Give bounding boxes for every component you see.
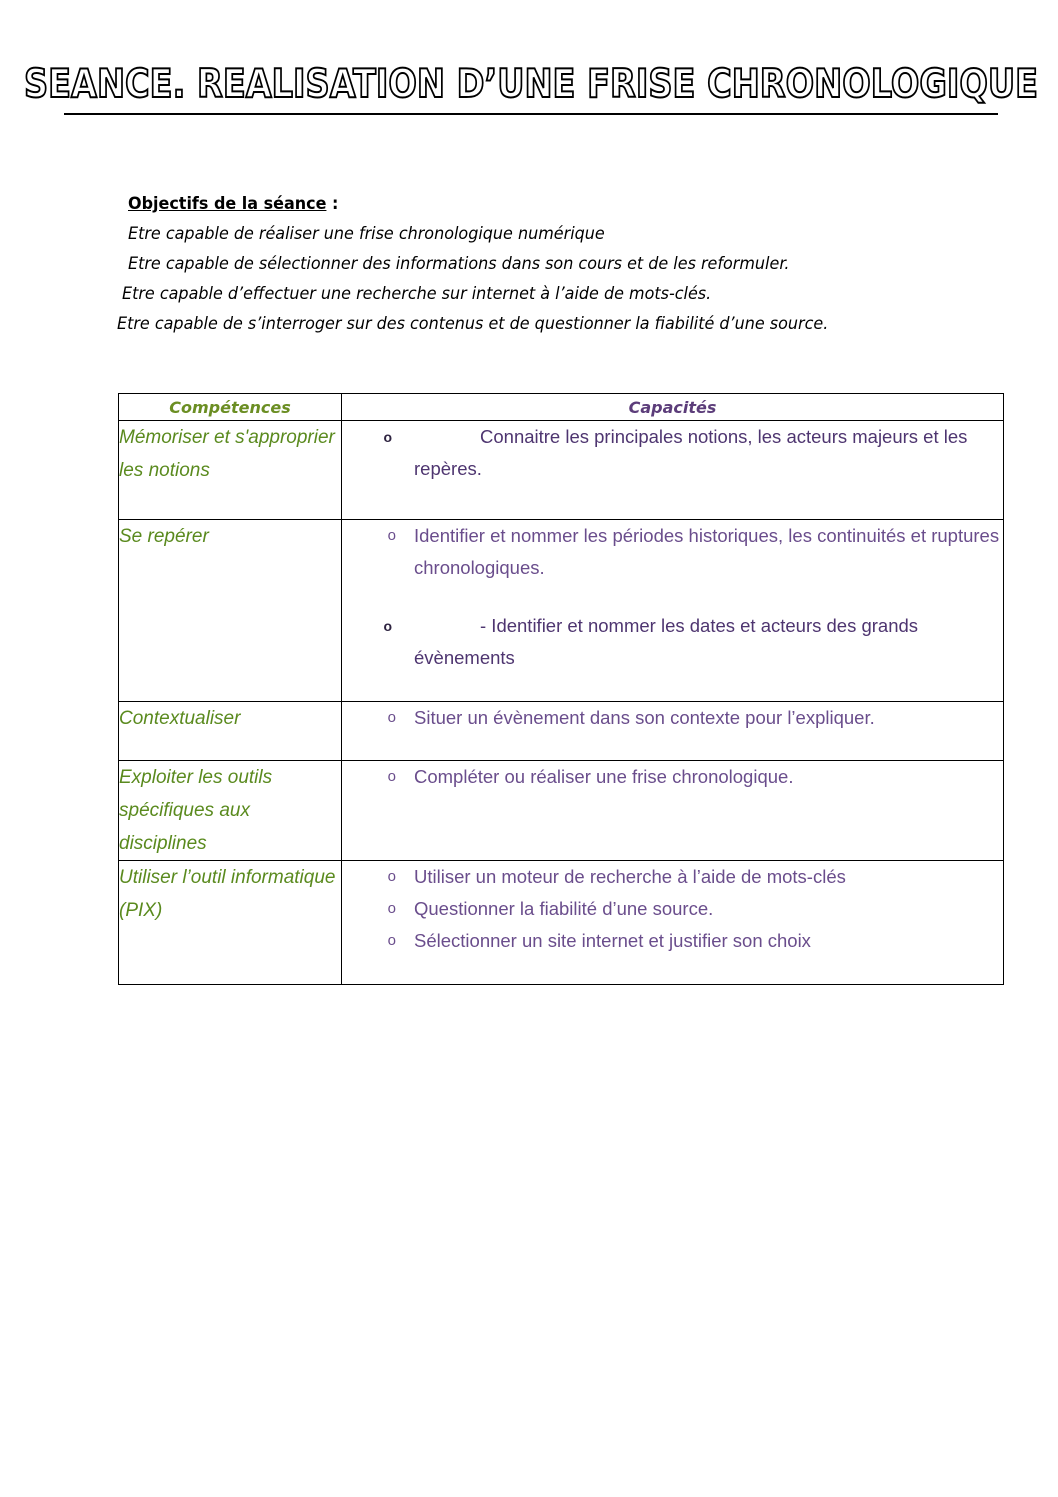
bullet-icon: o bbox=[387, 900, 396, 917]
bullet-icon: o bbox=[387, 868, 396, 885]
capacite-item bbox=[342, 861, 1003, 893]
objectives-heading-suffix: : bbox=[326, 194, 339, 214]
capacite-item bbox=[342, 520, 1003, 584]
competence-cell: Contextualiser bbox=[119, 702, 342, 761]
bullet-icon: o bbox=[387, 932, 396, 949]
bullet-icon: o bbox=[387, 768, 396, 785]
bullet-icon: o bbox=[387, 527, 396, 544]
header-capacites: Capacités bbox=[342, 394, 1004, 421]
capacites-cell bbox=[342, 861, 1004, 985]
header-competences: Compétences bbox=[119, 394, 342, 421]
competences-table bbox=[118, 393, 1004, 985]
capacite-text: Questionner la fiabilité d’une source. bbox=[414, 898, 714, 919]
capacite-text: Compléter ou réaliser une frise chronologique. bbox=[414, 766, 794, 787]
objective-item: Etre capable de réaliser une frise chronologique numérique bbox=[128, 224, 605, 244]
table-row bbox=[119, 702, 1004, 761]
capacite-item bbox=[342, 893, 1003, 925]
table-row bbox=[119, 861, 1004, 985]
capacites-cell bbox=[342, 520, 1004, 702]
objective-item: Etre capable de s’interroger sur des contenus et de questionner la fiabilité d’une source. bbox=[117, 314, 829, 334]
bullet-icon: o bbox=[383, 618, 392, 634]
capacites-cell bbox=[342, 702, 1004, 761]
competence-cell: Exploiter les outils spécifiques aux disciplines bbox=[119, 761, 342, 861]
table-header-row bbox=[119, 394, 1004, 421]
capacite-text: Identifier et nommer les périodes historiques, les continuités et ruptures chronologiques. bbox=[414, 525, 1000, 578]
capacite-text: Utiliser un moteur de recherche à l’aide de mots-clés bbox=[414, 866, 846, 887]
table-row bbox=[119, 421, 1004, 520]
capacite-text: Connaitre les principales notions, les acteurs majeurs et les repères. bbox=[414, 426, 968, 479]
capacites-cell bbox=[342, 761, 1004, 861]
capacite-text: Sélectionner un site internet et justifier son choix bbox=[414, 930, 811, 951]
capacite-text: - Identifier et nommer les dates et acteurs des grands évènements bbox=[414, 615, 919, 668]
competence-cell: Mémoriser et s'approprier les notions bbox=[119, 421, 342, 520]
title-underline bbox=[64, 113, 998, 115]
page-title: SEANCE. REALISATION D’UNE FRISE CHRONOLOGIQUE bbox=[23, 61, 1039, 107]
capacite-text: Situer un évènement dans son contexte pour l’expliquer. bbox=[414, 707, 875, 728]
capacite-item bbox=[342, 761, 1003, 793]
objective-item: Etre capable d’effectuer une recherche sur internet à l’aide de mots-clés. bbox=[122, 284, 712, 304]
capacites-cell bbox=[342, 421, 1004, 520]
capacite-item bbox=[342, 421, 1003, 485]
capacite-item bbox=[342, 702, 1003, 734]
table-row bbox=[119, 761, 1004, 861]
objective-item: Etre capable de sélectionner des informations dans son cours et de les reformuler. bbox=[128, 254, 790, 274]
table-row bbox=[119, 520, 1004, 702]
capacite-item bbox=[342, 925, 1003, 957]
competence-cell: Utiliser l’outil informatique (PIX) bbox=[119, 861, 342, 985]
bullet-icon: o bbox=[383, 429, 392, 445]
capacite-item bbox=[342, 610, 1003, 674]
objectives-heading-text: Objectifs de la séance bbox=[128, 194, 327, 214]
objectives-heading bbox=[128, 194, 338, 214]
competence-cell: Se repérer bbox=[119, 520, 342, 702]
bullet-icon: o bbox=[387, 709, 396, 726]
